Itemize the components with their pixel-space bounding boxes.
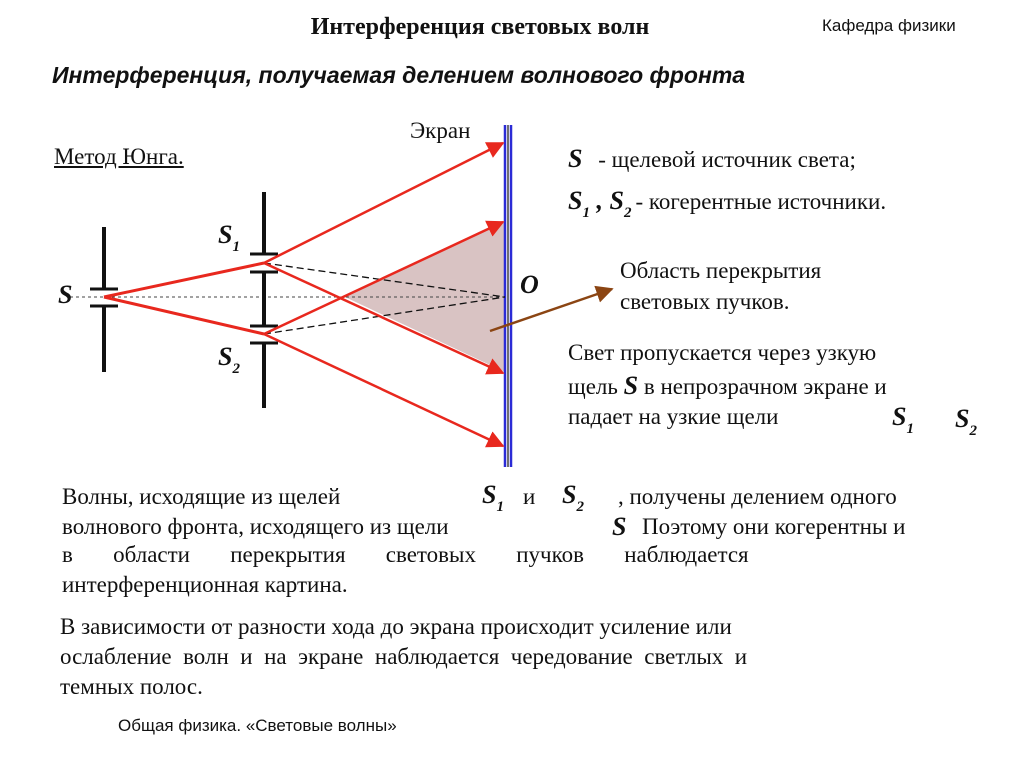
ray-s-s1: [104, 263, 264, 297]
explain-line-3: падает на узкие щели: [568, 404, 779, 429]
slit1-label: S1: [218, 220, 240, 255]
overlap-line-1: Область перекрытия: [620, 258, 822, 283]
paragraph-1-line-3: в области перекрытия световых пучков наблюдается: [62, 542, 749, 567]
explain-line-1: Свет пропускается через узкую: [568, 340, 877, 365]
explain-s2: S2: [955, 404, 977, 439]
paragraph-2-line-3: темных полос.: [60, 674, 203, 699]
paragraph-1-line-2: волнового фронта, исходящего из щели S Поэтому они когерентны и: [62, 512, 906, 541]
paragraph-2: [60, 614, 1000, 704]
explain-s1: S1: [892, 402, 914, 437]
slit2-label: S2: [218, 342, 240, 377]
overlap-line-2: световых пучков.: [620, 289, 790, 314]
explain-line-2: щель S в непрозрачном экране и: [568, 371, 887, 400]
paragraph-1-line-1: Волны, исходящие из щелей S1 и S2 , получены делением одного: [62, 480, 897, 515]
legend-s1-s2: S1 , S2 - когерентные источники.: [568, 186, 887, 221]
subtitle: Интерференция, получаемая делением волнового фронта: [52, 62, 746, 88]
paragraph-2-line-2: ослабление волн и на экране наблюдается чередование светлых и: [60, 644, 748, 669]
page-title: Интерференция световых волн: [310, 14, 650, 40]
method-label: Метод Юнга.: [54, 144, 184, 169]
center-o-label: O: [520, 270, 539, 299]
legend-s: S - щелевой источник света;: [568, 144, 856, 173]
department-label: Кафедра физики: [822, 16, 956, 35]
source-s-label: S: [58, 280, 73, 309]
paragraph-1-line-4: интерференционная картина.: [62, 572, 348, 597]
paragraph-2-line-1: В зависимости от разности хода до экрана происходит усиление или: [60, 614, 732, 639]
ray-s-s2: [104, 297, 264, 334]
footer-text: Общая физика. «Световые волны»: [118, 716, 397, 735]
paragraph-1: [62, 480, 1002, 602]
screen-label: Экран: [410, 118, 471, 143]
